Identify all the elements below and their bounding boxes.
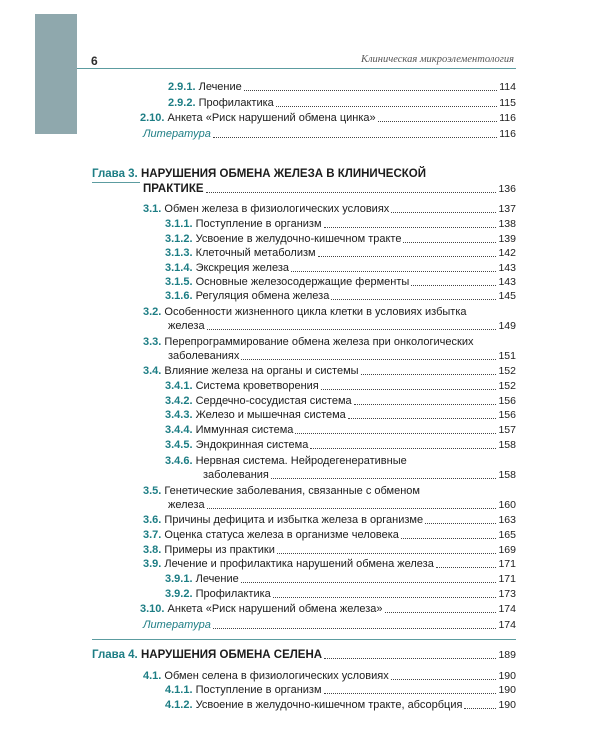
toc-entry[interactable]: 3.3. Перепрограммирование обмена железа при онкологических (143, 336, 474, 348)
toc-entry[interactable]: 4.1. Обмен селена в физиологических условиях 190 (143, 670, 516, 682)
chapter-4-heading[interactable]: Глава 4. НАРУШЕНИЯ ОБМЕНА СЕЛЕНА 189 (92, 649, 516, 661)
toc-entry-literature[interactable]: Литература 116 (143, 128, 516, 140)
toc-entry-continuation[interactable]: железа 160 (168, 499, 516, 511)
toc-entry[interactable]: 3.8. Примеры из практики 169 (143, 544, 516, 556)
toc-entry[interactable]: 3.1.5. Основные железосодержащие ферменты 143 (165, 276, 516, 288)
toc-entry[interactable]: 3.4. Влияние железа на органы и системы 152 (143, 365, 516, 377)
toc-entry[interactable]: 4.1.1. Поступление в организм 190 (165, 684, 516, 696)
chapter-rule (92, 182, 140, 183)
toc-entry[interactable]: 3.9.1. Лечение 171 (165, 573, 516, 585)
toc-entry[interactable]: 3.1. Обмен железа в физиологических условиях 137 (143, 203, 516, 215)
toc-entry-continuation[interactable]: заболеваниях 151 (168, 350, 516, 362)
toc-entry-literature[interactable]: Литература 174 (143, 619, 516, 631)
chapter-3-heading-line2[interactable]: ПРАКТИКЕ 136 (143, 183, 516, 195)
toc-entry[interactable]: 3.9. Лечение и профилактика нарушений обмена железа 171 (143, 558, 516, 570)
running-title: Клиническая микроэлементология (360, 54, 514, 65)
toc-entry[interactable]: 3.4.4. Иммунная система 157 (165, 424, 516, 436)
toc-entry[interactable]: 3.2. Особенности жизненного цикла клетки в условиях избытка (143, 306, 467, 318)
page-number: 6 (91, 54, 98, 68)
toc-entry[interactable]: 3.1.3. Клеточный метаболизм 142 (165, 247, 516, 259)
toc-entry[interactable]: 3.5. Генетические заболевания, связанные с обменом (143, 485, 420, 497)
toc-entry[interactable]: 3.4.6. Нервная система. Нейродегенеративные (165, 455, 407, 467)
toc-entry[interactable]: 3.4.5. Эндокринная система 158 (165, 439, 516, 451)
toc-entry[interactable]: 3.10. Анкета «Риск нарушений обмена железа» 174 (140, 603, 516, 615)
chapter-tab-block (35, 14, 77, 134)
toc-entry[interactable]: 4.1.2. Усвоение в желудочно-кишечном тракте, абсорбция 190 (165, 699, 516, 711)
toc-entry-continuation[interactable]: железа 149 (168, 320, 516, 332)
toc-entry[interactable]: 2.9.1. Лечение 114 (168, 81, 516, 93)
chapter-3-heading[interactable]: Глава 3. НАРУШЕНИЯ ОБМЕНА ЖЕЛЕЗА В КЛИНИЧЕСКОЙ (92, 168, 426, 180)
toc-entry[interactable]: 2.10. Анкета «Риск нарушений обмена цинка» 116 (140, 112, 516, 124)
toc-entry[interactable]: 3.4.2. Сердечно-сосудистая система 156 (165, 395, 516, 407)
toc-entry-continuation[interactable]: заболевания 158 (203, 469, 516, 481)
chapter-rule (92, 639, 516, 640)
toc-entry[interactable]: 3.7. Оценка статуса железа в организме человека 165 (143, 529, 516, 541)
toc-entry[interactable]: 3.1.4. Экскреция железа 143 (165, 262, 516, 274)
toc-entry[interactable]: 3.1.1. Поступление в организм 138 (165, 218, 516, 230)
toc-entry[interactable]: 3.1.2. Усвоение в желудочно-кишечном тракте 139 (165, 233, 516, 245)
toc-entry[interactable]: 2.9.2. Профилактика 115 (168, 97, 516, 109)
header-rule (77, 68, 516, 69)
toc-entry[interactable]: 3.1.6. Регуляция обмена железа 145 (165, 290, 516, 302)
toc-entry[interactable]: 3.4.3. Железо и мышечная система 156 (165, 409, 516, 421)
toc-entry[interactable]: 3.4.1. Система кроветворения 152 (165, 380, 516, 392)
toc-entry[interactable]: 3.6. Причины дефицита и избытка железа в организме 163 (143, 514, 516, 526)
toc-entry[interactable]: 3.9.2. Профилактика 173 (165, 588, 516, 600)
